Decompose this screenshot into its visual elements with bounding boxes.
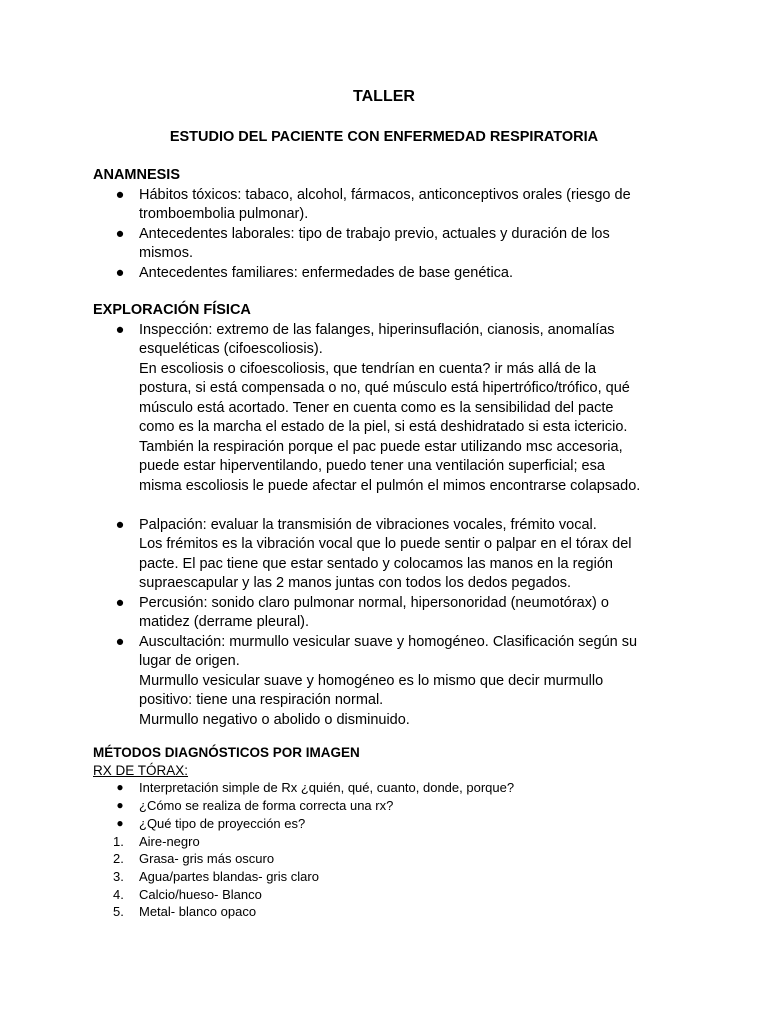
bullet-icon: ● [116,780,124,795]
list-item-text: matidez (derrame pleural). [139,614,310,630]
list-number: 1. [113,833,124,849]
list-number: 3. [113,868,124,884]
list-item [93,594,693,633]
list-item [93,264,693,284]
exploracion-list [93,321,693,731]
list-item-text: pacte. El pac tiene que estar sentado y colocamos las manos en la región [139,555,613,572]
anamnesis-section [93,166,693,283]
list-item [93,850,693,868]
list-item [93,321,693,497]
list-item [93,903,693,921]
list-item [93,633,693,731]
bullet-icon: ● [116,815,124,830]
list-item [93,225,693,264]
anamnesis-heading: ANAMNESIS [93,167,181,183]
bullet-icon: ● [115,321,125,338]
metodos-heading: MÉTODOS DIAGNÓSTICOS POR IMAGEN [93,745,360,760]
list-item-text: lugar de origen. [139,653,240,669]
list-item [93,797,693,815]
list-item-text: Auscultación: murmullo vesicular suave y homogéneo. Clasificación según su [139,633,638,650]
metodos-bullet-list [93,779,693,832]
bullet-icon: ● [115,225,125,242]
list-item-text: En escoliosis o cifoescoliosis, que tendrían en cuenta? ir más allá de la [139,360,597,377]
bullet-icon: ● [115,594,125,611]
rx-torax-subheading: RX DE TÓRAX: [93,762,189,778]
list-item-text: Murmullo vesicular suave y homogéneo es lo mismo que decir murmullo [139,672,604,689]
document-subtitle: ESTUDIO DEL PACIENTE CON ENFERMEDAD RESPIRATORIA [169,129,599,145]
list-item-text: como es la marcha el estado de la piel, si está deshidratado si esta ictericio. [139,419,628,435]
list-item-text: Interpretación simple de Rx ¿quién, qué, cuanto, donde, porque? [139,780,515,796]
list-item [93,886,693,904]
list-item-text: puede estar hiperventilando, puedo tener una ventilación superficial; esa [139,458,605,474]
metodos-section [93,744,693,921]
list-item-text: Palpación: evaluar la transmisión de vibraciones vocales, frémito vocal. [139,516,597,533]
list-item-text: esqueléticas (cifoescoliosis). [139,341,323,357]
bullet-icon: ● [115,186,125,203]
list-item-text: Antecedentes laborales: tipo de trabajo previo, actuales y duración de los [139,225,610,242]
document-title: TALLER [353,88,415,105]
list-item-text: misma escoliosis le puede afectar el pulmón el mimos encontrarse colapsado. [139,477,641,494]
list-item [93,833,693,851]
list-item-text: positivo: tiene una respiración normal. [139,692,384,708]
list-item-text: Agua/partes blandas- gris claro [139,868,319,884]
list-item-text: Aire-negro [139,833,200,849]
list-item [93,868,693,886]
list-item [93,516,693,594]
list-item-text: supraescapular y las 2 manos juntas con todos los dedos pegados. [139,575,572,591]
bullet-icon: ● [115,516,125,533]
exploracion-section [93,301,693,730]
list-item-text: postura, si está compensada o no, qué músculo está hipertrófico/trófico, qué [139,380,630,396]
list-item-text: Los frémitos es la vibración vocal que lo puede sentir o palpar en el tórax del [139,536,632,552]
list-item-text: ¿Qué tipo de proyección es? [139,815,306,831]
metodos-numbered-list [93,833,693,922]
exploracion-heading: EXPLORACIÓN FÍSICA [93,302,251,318]
list-number: 4. [113,886,124,902]
list-item-text: Grasa- gris más oscuro [139,851,275,867]
list-item-text: tromboembolia pulmonar). [139,206,309,222]
list-item-text: Percusión: sonido claro pulmonar normal, hipersonoridad (neumotórax) o [139,594,609,611]
list-item-text: mismos. [139,245,193,261]
list-number: 2. [113,851,124,867]
list-item-text: También la respiración porque el pac puede estar utilizando msc accesoria, [139,438,623,455]
list-item-text: Metal- blanco opaco [139,904,257,920]
list-item-text: Hábitos tóxicos: tabaco, alcohol, fármacos, anticonceptivos orales (riesgo de [139,186,631,203]
list-item-text: Murmullo negativo o abolido o disminuido. [139,711,410,728]
anamnesis-list [93,186,693,284]
list-item [93,815,693,833]
list-item [93,779,693,797]
list-item-text: músculo está acortado. Tener en cuenta como es la sensibilidad del pacte [139,399,614,416]
list-item [93,186,693,225]
list-item-text: Inspección: extremo de las falanges, hiperinsuflación, cianosis, anomalías [139,321,615,338]
bullet-icon: ● [115,264,125,281]
list-item-text: Calcio/hueso- Blanco [139,886,262,902]
bullet-icon: ● [115,633,125,650]
list-number: 5. [113,904,124,920]
bullet-icon: ● [116,798,124,813]
list-item-text: Antecedentes familiares: enfermedades de base genética. [139,264,514,281]
list-item-text: ¿Cómo se realiza de forma correcta una rx? [139,798,394,814]
